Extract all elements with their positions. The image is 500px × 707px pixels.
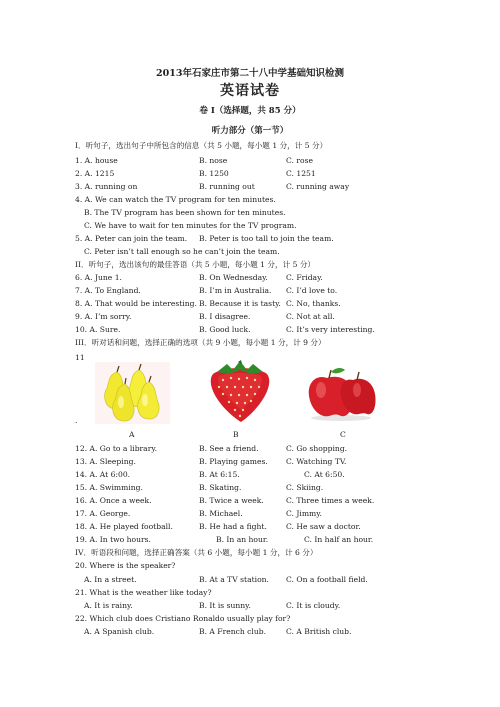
q22-question: 22. Which club does Cristiano Ronaldo usually play for? xyxy=(75,614,291,623)
q3-option-c: C. running away xyxy=(286,182,350,191)
q16-option-c: C. Three times a week. xyxy=(286,496,375,505)
strawberry-image xyxy=(205,360,275,426)
q19-option-b: B. In an hour. xyxy=(216,535,269,544)
q20-option-b: B. At a TV station. xyxy=(199,575,269,584)
q1-option-b: B. nose xyxy=(199,156,228,165)
q3-option-a: 3. A. running on xyxy=(75,182,138,191)
q5-option-c: C. Peter isn’t tall enough so he can’t join the team. xyxy=(84,247,280,256)
q11-number: 11 xyxy=(75,353,85,362)
q15-option-a: 15. A. Swimming. xyxy=(75,483,143,492)
q4-option-b: B. The TV program has been shown for ten minutes. xyxy=(84,208,286,217)
q18-option-b: B. He had a fight. xyxy=(199,522,267,531)
part-heading: 听力部分（第一节） xyxy=(211,126,289,136)
q7-option-c: C. I’d love to. xyxy=(286,286,338,295)
q9-option-c: C. Not at all. xyxy=(286,312,335,321)
q9-option-a: 9. A. I’m sorry. xyxy=(75,312,132,321)
q8-option-b: B. Because it is tasty. xyxy=(199,299,281,308)
q12-option-c: C. Go shopping. xyxy=(286,444,348,453)
q18-option-c: C. He saw a doctor. xyxy=(286,522,361,531)
picture-b-label: B xyxy=(233,430,239,439)
q1-option-c: C. rose xyxy=(286,156,313,165)
q13-option-b: B. Playing games. xyxy=(199,457,268,466)
exam-subject: 英语试卷 xyxy=(220,83,280,99)
q21-option-c: C. It is cloudy. xyxy=(286,601,341,610)
q19-option-c: C. In half an hour. xyxy=(304,535,374,544)
q10-option-a: 10. A. Sure. xyxy=(75,325,121,334)
q17-option-b: B. Michael. xyxy=(199,509,243,518)
pears-image xyxy=(95,362,170,424)
apples-image xyxy=(305,364,377,422)
q22-option-a: A. A Spanish club. xyxy=(84,627,155,636)
section-3-heading: III．听对话和问题，选择正确的选项（共 9 小题，每小题 1 分，计 9 分） xyxy=(75,338,326,347)
q10-option-c: C. It’s very interesting. xyxy=(286,325,375,334)
q17-option-c: C. Jimmy. xyxy=(286,509,322,518)
q2-option-c: C. 1251 xyxy=(286,169,316,178)
q15-option-c: C. Skiing. xyxy=(286,483,324,492)
q3-option-b: B. running out xyxy=(199,182,255,191)
q6-option-c: C. Friday. xyxy=(286,273,323,282)
q18-option-a: 18. A. He played football. xyxy=(75,522,173,531)
q5-option-b: B. Peter is too tall to join the team. xyxy=(199,234,334,243)
q14-option-b: B. At 6:15. xyxy=(199,470,240,479)
q12-option-b: B. See a friend. xyxy=(199,444,259,453)
q10-option-b: B. Good luck. xyxy=(199,325,251,334)
section-1-heading: I．听句子，选出句子中所包含的信息（共 5 小题，每小题 1 分，计 5 分） xyxy=(75,141,328,150)
q1-option-a: 1. A. house xyxy=(75,156,118,165)
q9-option-b: B. I disagree. xyxy=(199,312,251,321)
q14-option-c: C. At 6:50. xyxy=(304,470,345,479)
q12-option-a: 12. A. Go to a library. xyxy=(75,444,158,453)
q11-dot: . xyxy=(75,416,78,425)
q16-option-a: 16. A. Once a week. xyxy=(75,496,152,505)
q21-question: 21. What is the weather like today? xyxy=(75,588,212,597)
q14-option-a: 14. A. At 6:00. xyxy=(75,470,131,479)
q13-option-c: C. Watching TV. xyxy=(286,457,347,466)
picture-a-label: A xyxy=(129,430,135,439)
q6-option-b: B. On Wednesday. xyxy=(199,273,268,282)
q5-option-a: 5. A. Peter can join the team. xyxy=(75,234,188,243)
q17-option-a: 17. A. George. xyxy=(75,509,131,518)
q22-option-c: C. A British club. xyxy=(286,627,352,636)
section-2-heading: II．听句子，选出该句的最佳答语（共 5 小题，每小题 1 分，计 5 分） xyxy=(75,260,316,269)
q7-option-a: 7. A. To England. xyxy=(75,286,141,295)
q19-option-a: 19. A. In two hours. xyxy=(75,535,151,544)
q20-question: 20. Where is the speaker? xyxy=(75,561,176,570)
q21-option-b: B. It is sunny. xyxy=(199,601,251,610)
exam-title: 2013年石家庄市第二十八中学基础知识检测 xyxy=(156,68,344,79)
picture-c-label: C xyxy=(340,430,346,439)
q4-option-c: C. We have to wait for ten minutes for the TV program. xyxy=(84,221,297,230)
q8-option-a: 8. A. That would be interesting. xyxy=(75,299,197,308)
q13-option-a: 13. A. Sleeping. xyxy=(75,457,136,466)
q7-option-b: B. I’m in Australia. xyxy=(199,286,272,295)
q4-option-a: 4. A. We can watch the TV program for ten minutes. xyxy=(75,195,276,204)
q16-option-b: B. Twice a week. xyxy=(199,496,264,505)
section-4-heading: IV．听语段和问题，选择正确答案（共 6 小题，每小题 1 分，计 6 分） xyxy=(75,548,318,557)
q20-option-a: A. In a street. xyxy=(84,575,137,584)
q15-option-b: B. Skating. xyxy=(199,483,242,492)
q2-option-b: B. 1250 xyxy=(199,169,229,178)
q21-option-a: A. It is rainy. xyxy=(84,601,133,610)
volume-heading: 卷 I（选择题，共 85 分） xyxy=(199,106,301,116)
q20-option-c: C. On a football field. xyxy=(286,575,368,584)
q22-option-b: B. A French club. xyxy=(199,627,266,636)
q2-option-a: 2. A. 1215 xyxy=(75,169,115,178)
q6-option-a: 6. A. June 1. xyxy=(75,273,122,282)
q8-option-c: C. No, thanks. xyxy=(286,299,341,308)
